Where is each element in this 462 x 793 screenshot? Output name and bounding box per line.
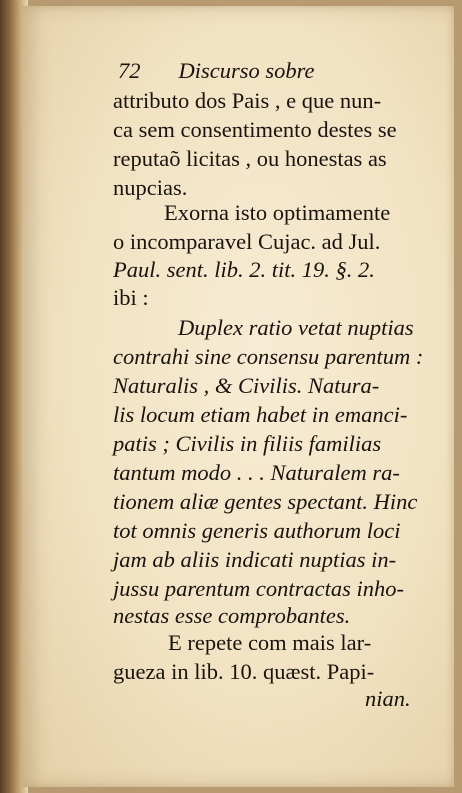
text-line: attributo dos Pais , e que nun- (113, 88, 382, 113)
quote-line: tantum modo . . . Naturalem ra- (113, 460, 400, 485)
text-line: o incomparavel Cujac. ad Jul. (113, 229, 381, 254)
quote-line: jam ab aliis indicati nuptias in- (113, 547, 397, 572)
text-line: ca sem consentimento destes se (113, 117, 397, 142)
quote-line: Duplex ratio vetat nuptias (178, 315, 414, 340)
quote-line: tot omnis generis authorum loci (113, 518, 401, 543)
quote-line: lis locum etiam habet in emanci- (113, 402, 408, 427)
quote-line: nestas esse comprobantes. (113, 603, 351, 628)
text-line: nian. (365, 686, 411, 711)
text-line: E repete com mais lar- (168, 630, 372, 655)
text-line: reputaõ licitas , ou honestas as (113, 146, 387, 171)
quote-line: contrahi sine consensu parentum : (113, 344, 424, 369)
quote-line: Naturalis , & Civilis. Natura- (113, 373, 380, 398)
quote-line: patis ; Civilis in filiis familias (113, 431, 382, 456)
text-line: Exorna isto optimamente (164, 200, 391, 225)
running-title: Discurso sobre (178, 58, 315, 83)
quote-line: tionem aliæ gentes spectant. Hinc (113, 489, 418, 514)
text-line: gueza in lib. 10. quæst. Papi- (113, 659, 375, 684)
text-line: ibi : (113, 285, 149, 310)
page-number: 72 (118, 58, 141, 83)
quote-line: jussu parentum contractas inho- (113, 576, 405, 601)
running-head (118, 56, 315, 86)
text-line: nupcias. (113, 175, 188, 200)
text-line: Paul. sent. lib. 2. tit. 19. §. 2. (113, 257, 375, 282)
